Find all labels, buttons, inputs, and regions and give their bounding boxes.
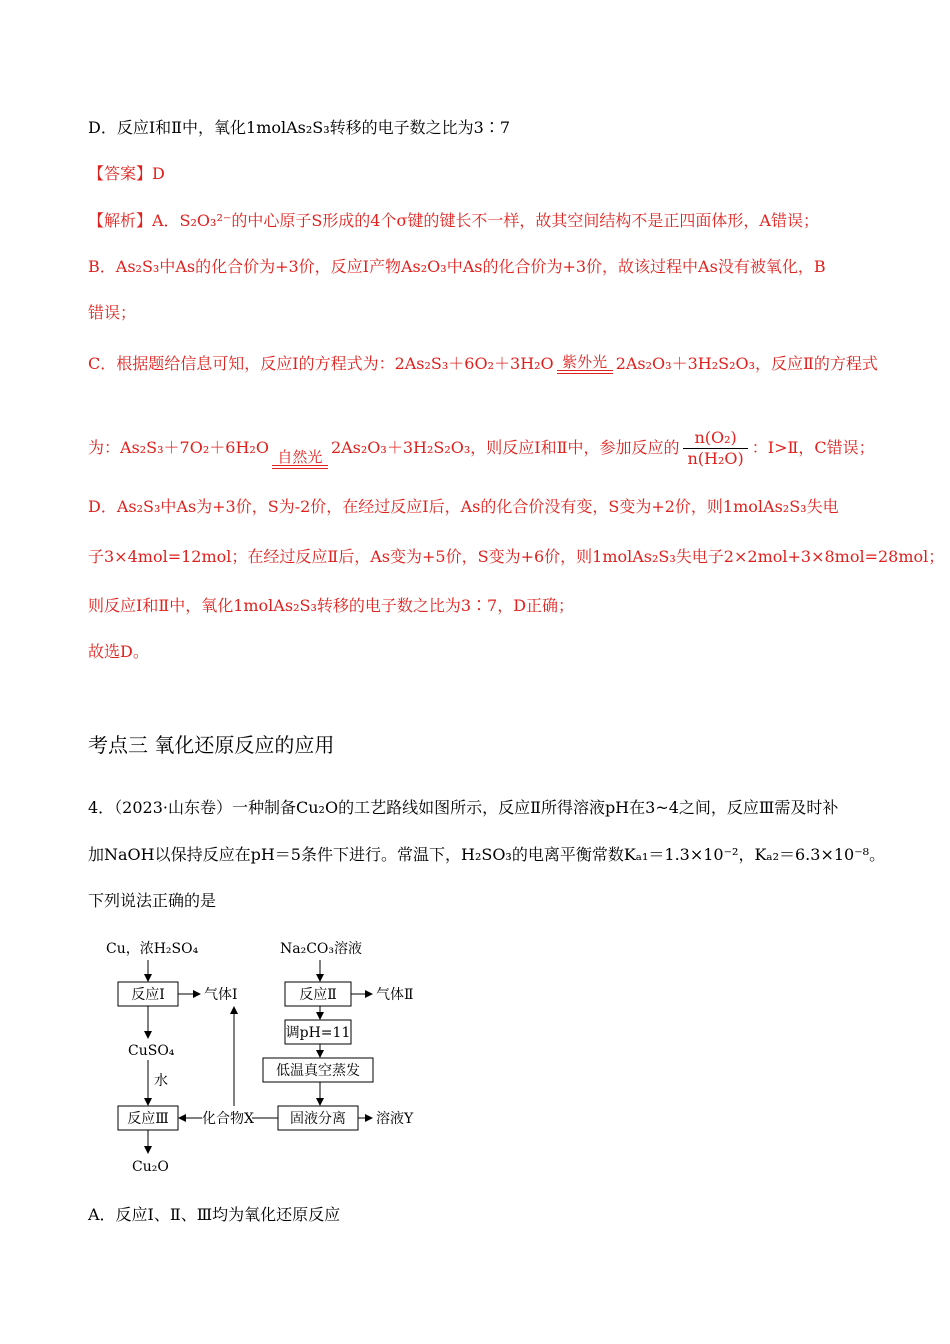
separation-label: 固液分离 [290,1111,346,1127]
question-4-line2: 加NaOH以保持反应在pH＝5条件下进行。常温下，H₂SO₃的电离平衡常数Kₐ₁＝1.3×10⁻²，Kₐ₂＝6.3×10⁻⁸。 [88,845,886,864]
eq1-left: C．根据题给信息可知，反应Ⅰ的方程式为：2As₂S₃＋6O₂＋3H₂O [88,354,554,373]
compound-x-label: 化合物X [202,1111,254,1127]
eq2-mid: 2As₂O₃＋3H₂S₂O₃，则反应Ⅰ和Ⅱ中，参加反应的 [330,438,680,457]
analysis-a: 【解析】A．S₂O₃²⁻的中心原子S形成的4个σ键的键长不一样，故其空间结构不是正四面体形，A错误； [88,211,819,230]
analysis-end: 故选D。 [88,642,149,661]
analysis-d-line1: D．As₂S₃中As为+3价，S为-2价，在经过反应Ⅰ后，As的化合价没有变，S变为+2价，则1molAs₂S₃失电 [88,497,839,516]
reaction-1-label: 反应Ⅰ [131,987,165,1003]
input-left-label: Cu，浓H₂SO₄ [106,941,199,957]
input-right-label: Na₂CO₃溶液 [280,941,363,957]
analysis-b-line1: B．As₂S₃中As的化合价为+3价，反应Ⅰ产物As₂O₃中As的化合价为+3价，故该过程中As没有被氧化，B [88,257,826,276]
eq2-arrow [272,449,328,469]
process-flow-diagram [100,935,440,1180]
option-d-line: D．反应Ⅰ和Ⅱ中，氧化1molAs₂S₃转移的电子数之比为3∶7 [88,118,511,137]
question-4-line3: 下列说法正确的是 [88,891,217,910]
fraction-denominator: n(H₂O) [687,449,744,468]
eq2-post: ：Ⅰ>Ⅱ，C错误； [751,438,875,457]
gas-2-label: 气体Ⅱ [376,987,414,1003]
option-a: A．反应Ⅰ、Ⅱ、Ⅲ均为氧化还原反应 [88,1205,341,1224]
gas-1-label: 气体Ⅰ [204,987,238,1003]
ratio-fraction [683,428,747,469]
ph-adjust-label: 调pH=11 [285,1025,351,1041]
eq1-right: 2As₂O₃＋3H₂S₂O₃，反应Ⅱ的方程式 [615,354,878,373]
analysis-d-line3: 则反应Ⅰ和Ⅱ中，氧化1molAs₂S₃转移的电子数之比为3∶7，D正确； [88,596,575,615]
eq1-condition: 紫外光 [562,353,608,371]
analysis-c-line1 [88,354,878,374]
cu2o-label: Cu₂O [132,1159,169,1175]
fraction-numerator: n(O₂) [683,428,747,449]
section-title: 考点三 氧化还原反应的应用 [88,733,335,757]
solution-y-label: 溶液Y [376,1111,414,1127]
eq2-left: 为：As₂S₃＋7O₂＋6H₂O [88,438,269,457]
eq2-condition: 自然光 [277,448,323,466]
reaction-3-label: 反应Ⅲ [127,1111,169,1127]
cuso4-label: CuSO₄ [128,1043,175,1059]
answer-line: 【答案】D [88,164,165,183]
eq1-arrow [557,354,613,374]
analysis-c-line2 [88,428,875,469]
question-4-line1: 4．（2023·山东卷）一种制备Cu₂O的工艺路线如图所示，反应Ⅱ所得溶液pH在3~4之间，反应Ⅲ需及时补 [88,798,839,817]
reaction-2-label: 反应Ⅱ [299,987,337,1003]
evaporation-label: 低温真空蒸发 [276,1063,360,1079]
analysis-d-line2: 子3×4mol=12mol；在经过反应Ⅱ后，As变为+5价，S变为+6价，则1molAs₂S₃失电子2×2mol+3×8mol=28mol； [88,547,945,566]
analysis-b-line2: 错误； [88,303,137,322]
water-label: 水 [154,1073,168,1089]
